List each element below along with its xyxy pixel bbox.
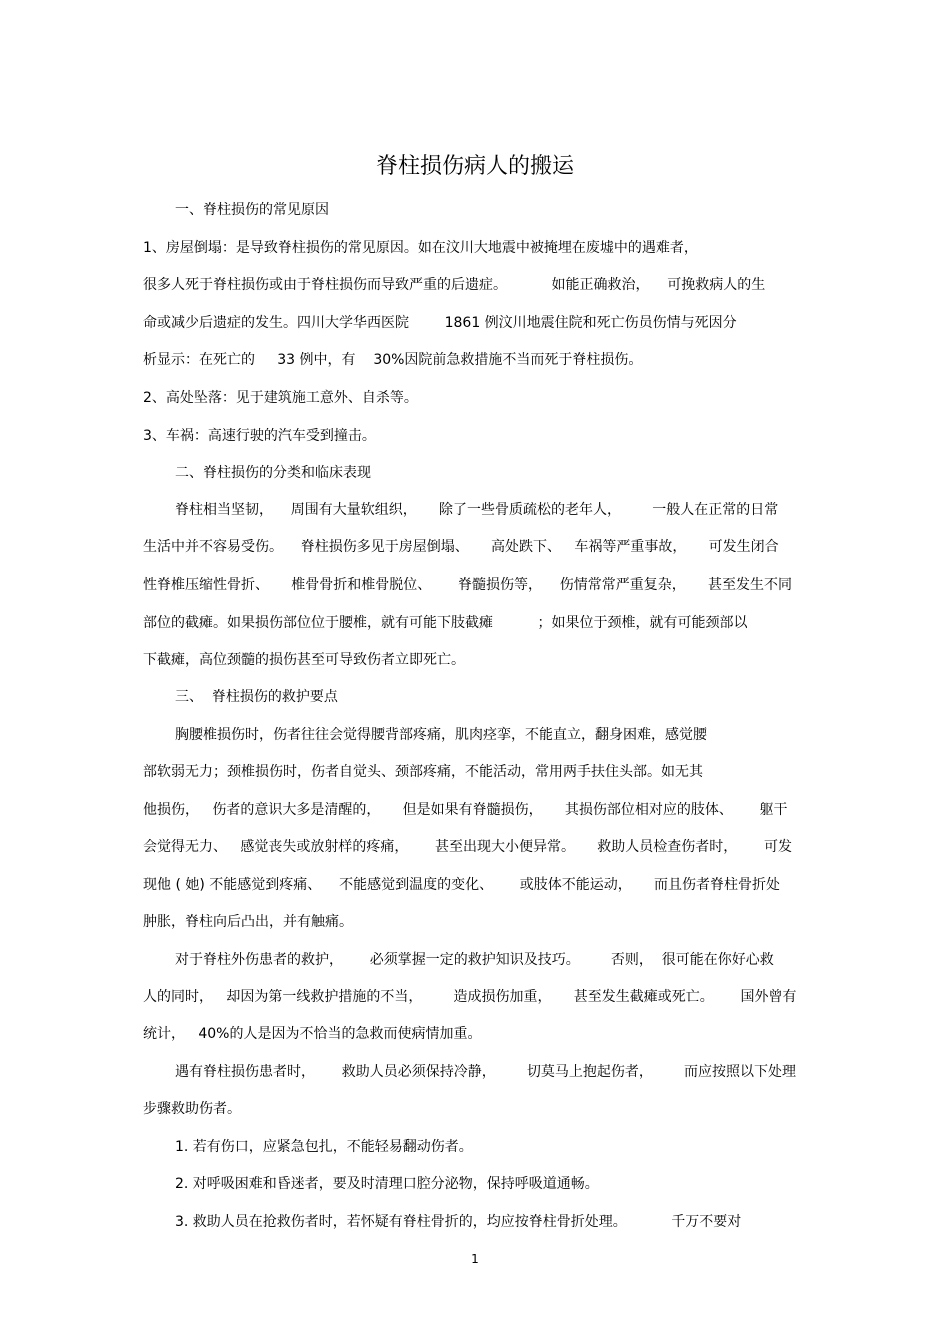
paragraph-line: 人的同时， 却因为第一线救护措施的不当， 造成损伤加重， 甚至发生截瘫或死亡。 国外曾有 <box>143 989 797 1005</box>
section-heading-2: 二、脊柱损伤的分类和临床表现 <box>175 465 371 481</box>
paragraph-line: 性脊椎压缩性骨折、 椎骨骨折和椎骨脱位、 脊髓损伤等， 伤情常常严重复杂， 甚至发生不同 <box>143 577 793 593</box>
paragraph-line: 会觉得无力、 感觉丧失或放射样的疼痛， 甚至出现大小便异常。 救助人员检查伤者时， 可发 <box>143 839 793 855</box>
section-heading-1: 一、脊柱损伤的常见原因 <box>175 202 329 218</box>
paragraph-line: 对于脊柱外伤患者的救护， 必须掌握一定的救护知识及技巧。 否则， 很可能在你好心救 <box>175 952 774 968</box>
paragraph-line: 遇有脊柱损伤患者时， 救助人员必须保持冷静， 切莫马上抱起伤者， 而应按照以下处理 <box>175 1064 797 1080</box>
paragraph-line: 脊柱相当坚韧， 周围有大量软组织， 除了一些骨质疏松的老年人， 一般人在正常的日常 <box>175 502 779 518</box>
list-item-3: 3. 救助人员在抢救伤者时，若怀疑有脊柱骨折的，均应按脊柱骨折处理。 千万不要对 <box>175 1214 742 1230</box>
paragraph-line: 部位的截瘫。如果损伤部位位于腰椎，就有可能下肢截瘫 ；如果位于颈椎，就有可能颈部以 <box>143 615 748 631</box>
paragraph-line: 部软弱无力；颈椎损伤时，伤者自觉头、颈部疼痛，不能活动，常用两手扶住头部。如无其 <box>143 764 703 780</box>
page-number: 1 <box>471 1252 479 1266</box>
paragraph-line: 命或减少后遗症的发生。四川大学华西医院 1861 例汶川地震住院和死亡伤员伤情与死因分 <box>143 315 737 331</box>
paragraph-line: 他损伤， 伤者的意识大多是清醒的， 但是如果有脊髓损伤， 其损伤部位相对应的肢体、 躯干 <box>143 802 788 818</box>
paragraph-line: 步骤救助伤者。 <box>143 1101 241 1117</box>
paragraph-line: 析显示：在死亡的 33 例中，有 30%因院前急救措施不当而死于脊柱损伤。 <box>143 352 643 368</box>
paragraph-line: 统计， 40%的人是因为不恰当的急救而使病情加重。 <box>143 1026 482 1042</box>
section-heading-3: 三、 脊柱损伤的救护要点 <box>175 689 338 705</box>
paragraph-line: 3、车祸：高速行驶的汽车受到撞击。 <box>143 428 376 444</box>
paragraph-line: 肿胀，脊柱向后凸出，并有触痛。 <box>143 914 353 930</box>
paragraph-line: 1、房屋倒塌：是导致脊柱损伤的常见原因。如在汶川大地震中被掩埋在废墟中的遇难者， <box>143 240 698 256</box>
list-item-2: 2. 对呼吸困难和昏迷者，要及时清理口腔分泌物，保持呼吸道通畅。 <box>175 1176 599 1192</box>
list-item-1: 1. 若有伤口，应紧急包扎，不能轻易翻动伤者。 <box>175 1139 473 1155</box>
paragraph-line: 2、高处坠落：见于建筑施工意外、自杀等。 <box>143 390 418 406</box>
paragraph-line: 胸腰椎损伤时，伤者往往会觉得腰背部疼痛，肌肉痉挛，不能直立，翻身困难，感觉腰 <box>175 727 707 743</box>
paragraph-line: 很多人死于脊柱损伤或由于脊柱损伤而导致严重的后遗症。 如能正确救治， 可挽救病人的生 <box>143 277 766 293</box>
paragraph-line: 生活中并不容易受伤。 脊柱损伤多见于房屋倒塌、 高处跌下、 车祸等严重事故， 可发生闭合 <box>143 539 779 555</box>
document-title: 脊柱损伤病人的搬运 <box>375 154 574 179</box>
paragraph-line: 下截瘫，高位颈髓的损伤甚至可导致伤者立即死亡。 <box>143 652 465 668</box>
paragraph-line: 现他 ( 她) 不能感觉到疼痛、 不能感觉到温度的变化、 或肢体不能运动， 而且伤者脊柱骨折处 <box>143 877 781 893</box>
